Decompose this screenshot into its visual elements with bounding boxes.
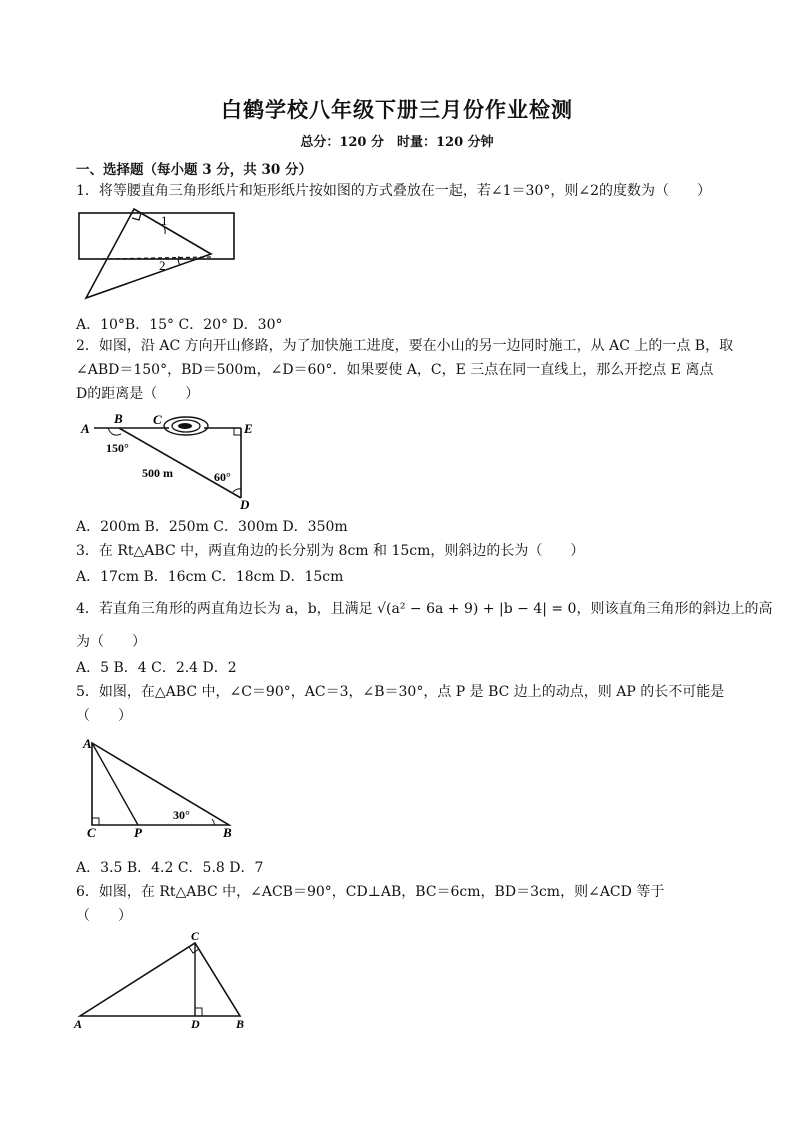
question-6-line-2: （ ）: [76, 908, 132, 924]
rectangle-paper: [79, 213, 234, 259]
point-b-label: B: [223, 825, 232, 840]
question-1-options: A．10°B．15° C．20° D．30°: [76, 317, 283, 333]
exam-info: 总分：120 分 时量：120 分钟: [300, 135, 494, 150]
point-a-label: A: [83, 736, 92, 751]
right-angle-e: [234, 428, 241, 435]
point-c-label: C: [87, 825, 96, 840]
right-angle-d: [195, 1008, 202, 1016]
angle-1-label: 1: [161, 213, 168, 228]
question-2-line-1: 2．如图，沿 AC 方向开山修路，为了加快施工进度，要在小山的另一边同时施工，从 AC 上的一点 B，取: [76, 338, 734, 354]
point-b-label: B: [236, 1017, 245, 1031]
section-heading: 一、选择题（每小题 3 分，共 30 分）: [76, 162, 312, 178]
question-5-options: A．3.5 B．4.2 C．5.8 D．7: [76, 860, 264, 876]
question-3-text: 3．在 Rt△ABC 中，两直角边的长分别为 8cm 和 15cm，则斜边的长为（ ）: [76, 543, 585, 559]
triangle-abc: [92, 743, 229, 825]
question-3-options: A．17cm B．16cm C．18cm D．15cm: [76, 569, 344, 585]
right-angle-mark: [132, 213, 141, 220]
right-triangle-paper: [86, 209, 211, 298]
page-title: 白鹤学校八年级下册三月份作业检测: [221, 97, 573, 122]
question-2-line-3: D的距离是（ ）: [76, 386, 200, 402]
segment-bd: [119, 428, 241, 498]
question-6-line-1: 6．如图，在 Rt△ABC 中，∠ACB＝90°，CD⊥AB，BC＝6cm，BD＝3cm，则∠ACD 等于: [76, 884, 665, 900]
question-5-line-1: 5．如图，在△ABC 中，∠C＝90°，AC＝3，∠B＝30°，点 P 是 BC 边上的动点，则 AP 的长不可能是: [76, 684, 725, 700]
point-b-label: B: [114, 411, 123, 426]
point-p-label: P: [134, 825, 142, 840]
length-bd-label: 500 m: [142, 466, 173, 480]
angle-30-arc: [212, 819, 214, 825]
segment-ap: [92, 743, 138, 825]
point-d-label: D: [240, 497, 250, 512]
point-a-label: A: [74, 1017, 83, 1031]
point-a-label: A: [81, 421, 90, 436]
question-4-line-2: 为（ ）: [76, 634, 146, 650]
question-2-options: A．200m B．250m C．300m D．350m: [76, 519, 348, 535]
question-5-figure: [76, 735, 246, 845]
point-e-label: E: [244, 421, 253, 436]
question-2-line-2: ∠ABD＝150°，BD＝500m，∠D＝60°．如果要使 A，C，E 三点在同一直线上，那么开挖点 E 离点: [76, 362, 714, 378]
question-1-figure: [76, 206, 246, 302]
angle-2-label: 2: [159, 258, 166, 273]
question-4-line-1: 4．若直角三角形的两直角边长为 a，b，且满足 √(a² − 6a + 9) + |b − 4| = 0，则该直角三角形的斜边上的高: [76, 601, 773, 617]
point-c-label: C: [153, 412, 162, 427]
question-5-line-2: （ ）: [76, 708, 132, 724]
point-c-label: C: [191, 929, 200, 943]
question-1-text: 1．将等腰直角三角形纸片和矩形纸片按如图的方式叠放在一起，若∠1＝30°，则∠2的度数为（ ）: [76, 183, 711, 199]
angle-60-arc: [233, 489, 241, 492]
angle-30-label: 30°: [173, 808, 190, 822]
angle-150-arc: [108, 428, 121, 435]
angle-60-label: 60°: [214, 470, 231, 484]
angle-150-label: 150°: [106, 441, 129, 455]
question-2-figure: [76, 406, 276, 512]
triangle-abc: [80, 943, 240, 1016]
question-4-options: A．5 B．4 C．2.4 D．2: [76, 660, 237, 676]
right-angle-c: [92, 818, 99, 825]
question-6-figure: [70, 928, 260, 1034]
hill-contour-inner: [178, 423, 192, 429]
point-d-label: D: [191, 1017, 200, 1031]
